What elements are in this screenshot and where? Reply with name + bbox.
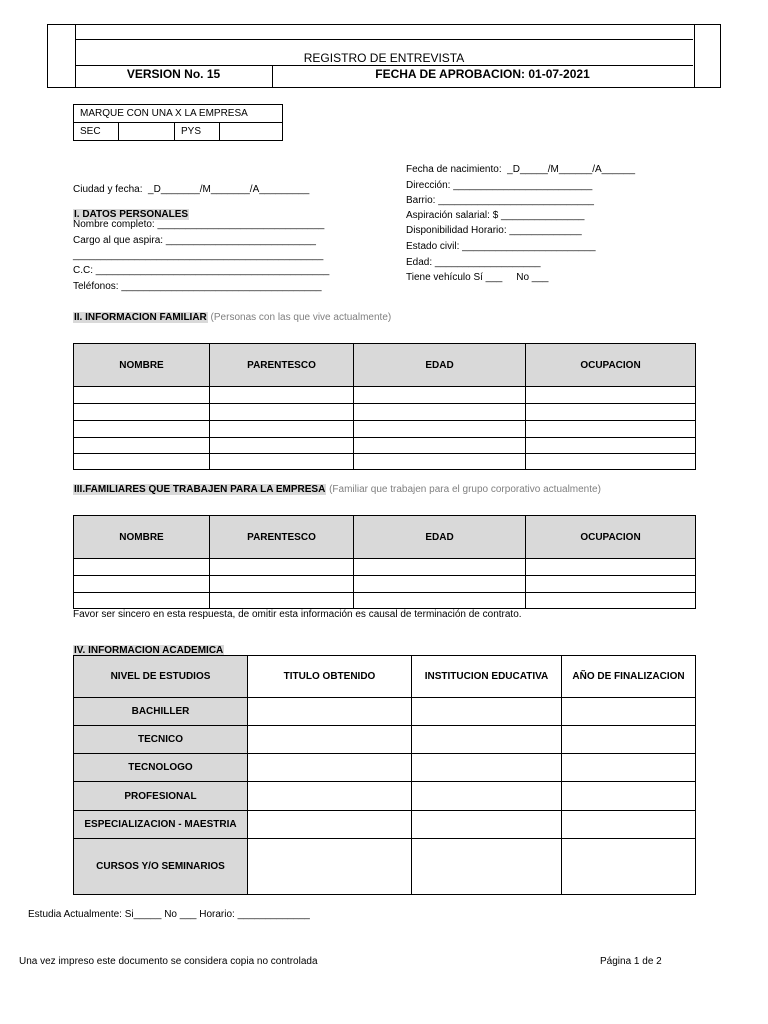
address-field[interactable]: Dirección: _________________________ bbox=[406, 180, 593, 191]
vehicle-field[interactable]: Tiene vehículo Sí ___ No ___ bbox=[406, 272, 549, 283]
blank-line-field[interactable]: _____________________________________________ bbox=[73, 250, 324, 261]
empresa-selector bbox=[73, 104, 283, 141]
document-header bbox=[47, 24, 721, 88]
level-tecnologo: TECNOLOGO bbox=[74, 754, 248, 782]
section-family-info: II. INFORMACION FAMILIAR bbox=[74, 312, 207, 323]
section-family-company-note: (Familiar que trabajen para el grupo corporativo actualmente) bbox=[326, 484, 601, 495]
page-number: Página 1 de 2 bbox=[600, 956, 662, 967]
level-bachiller: BACHILLER bbox=[74, 698, 248, 726]
section-personal-data: I. DATOS PERSONALES bbox=[74, 209, 189, 220]
footer-uncontrolled-copy: Una vez impreso este documento se considera copia no controlada bbox=[19, 956, 318, 967]
family-col-age: EDAD bbox=[354, 344, 526, 387]
table-row bbox=[74, 811, 696, 839]
empresa-option-pys: PYS bbox=[175, 123, 220, 141]
section-family-company: III.FAMILIARES QUE TRABAJEN PARA LA EMPRESA bbox=[74, 484, 326, 495]
level-tecnico: TECNICO bbox=[74, 726, 248, 754]
honesty-footnote: Favor ser sincero en esta respuesta, de omitir esta información es causal de terminación de contrato. bbox=[73, 609, 522, 620]
civil-status-field[interactable]: Estado civil: ________________________ bbox=[406, 241, 596, 252]
table-row bbox=[74, 754, 696, 782]
table-row bbox=[74, 438, 696, 454]
salary-field[interactable]: Aspiración salarial: $ _______________ bbox=[406, 210, 585, 221]
id-number-field[interactable]: C.C: __________________________________________ bbox=[73, 265, 330, 276]
family-col-occupation: OCUPACION bbox=[526, 344, 696, 387]
age-field[interactable]: Edad: ___________________ bbox=[406, 257, 541, 268]
family-col-relation: PARENTESCO bbox=[210, 344, 354, 387]
city-date-field[interactable]: Ciudad y fecha: _D_______/M_______/A_________ bbox=[73, 184, 310, 195]
level-cursos: CURSOS Y/O SEMINARIOS bbox=[74, 839, 248, 895]
position-field[interactable]: Cargo al que aspira: ___________________________ bbox=[73, 235, 316, 246]
approval-date: FECHA DE APROBACION: 01-07-2021 bbox=[375, 67, 590, 81]
phones-field[interactable]: Teléfonos: ____________________________________ bbox=[73, 281, 322, 292]
family-col-name: NOMBRE bbox=[74, 344, 210, 387]
section-academic: IV. INFORMACION ACADEMICA bbox=[74, 645, 224, 656]
academic-col-level: NIVEL DE ESTUDIOS bbox=[74, 656, 248, 698]
company-col-name: NOMBRE bbox=[74, 516, 210, 559]
academic-col-institution: INSTITUCION EDUCATIVA bbox=[412, 656, 562, 698]
version-label: VERSION No. 15 bbox=[126, 67, 221, 81]
full-name-field[interactable]: Nombre completo: ______________________________ bbox=[73, 219, 325, 230]
availability-field[interactable]: Disponibilidad Horario: _____________ bbox=[406, 225, 582, 236]
empresa-check-sec[interactable] bbox=[119, 123, 175, 141]
company-col-relation: PARENTESCO bbox=[210, 516, 354, 559]
family-company-table bbox=[73, 515, 696, 609]
currently-studying-field[interactable]: Estudia Actualmente: Si_____ No ___ Horario: _____________ bbox=[28, 909, 310, 920]
empresa-check-pys[interactable] bbox=[220, 123, 283, 141]
table-row bbox=[74, 421, 696, 438]
table-row bbox=[74, 559, 696, 576]
table-row bbox=[74, 698, 696, 726]
empresa-label: MARQUE CON UNA X LA EMPRESA bbox=[74, 105, 283, 123]
table-row bbox=[74, 576, 696, 593]
academic-col-year: AÑO DE FINALIZACION bbox=[562, 656, 696, 698]
company-col-occupation: OCUPACION bbox=[526, 516, 696, 559]
family-table bbox=[73, 343, 696, 470]
section-family-note: (Personas con las que vive actualmente) bbox=[207, 312, 392, 323]
empresa-option-sec: SEC bbox=[74, 123, 119, 141]
neighborhood-field[interactable]: Barrio: ____________________________ bbox=[406, 195, 594, 206]
table-row bbox=[74, 454, 696, 470]
table-row bbox=[74, 404, 696, 421]
table-row bbox=[74, 387, 696, 404]
level-profesional: PROFESIONAL bbox=[74, 782, 248, 811]
academic-table bbox=[73, 655, 696, 895]
table-row bbox=[74, 782, 696, 811]
birth-date-field[interactable]: Fecha de nacimiento: _D_____/M______/A______ bbox=[406, 164, 636, 175]
level-especializacion: ESPECIALIZACION - MAESTRIA bbox=[74, 811, 248, 839]
company-col-age: EDAD bbox=[354, 516, 526, 559]
table-row bbox=[74, 593, 696, 609]
document-title: REGISTRO DE ENTREVISTA bbox=[303, 51, 465, 65]
table-row bbox=[74, 726, 696, 754]
academic-col-title: TITULO OBTENIDO bbox=[248, 656, 412, 698]
table-row bbox=[74, 839, 696, 895]
